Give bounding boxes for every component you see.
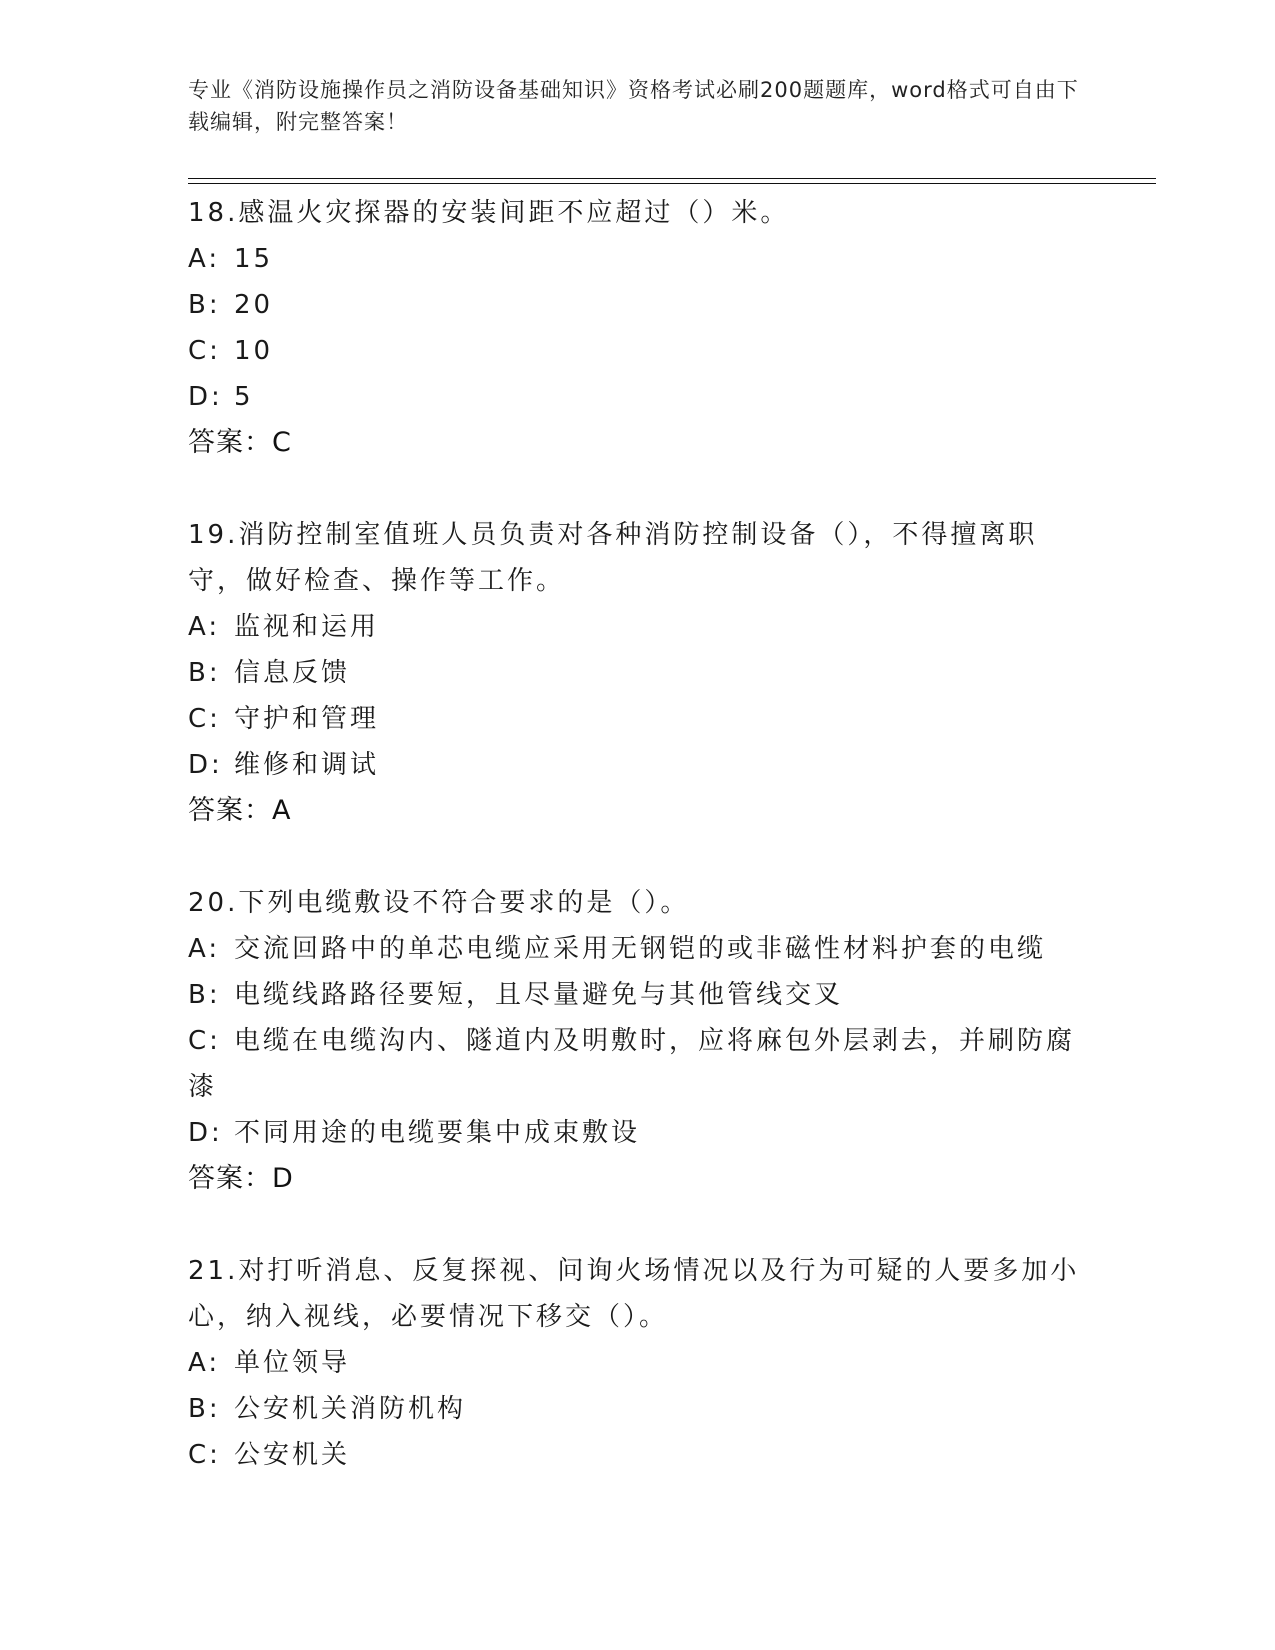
- option-text: 监视和运用: [234, 612, 380, 642]
- document-header: 专业《消防设施操作员之消防设备基础知识》资格考试必刷200题题库，word格式可自由下载编辑，附完整答案！: [188, 78, 1079, 134]
- answer-line: 答案：A: [188, 795, 292, 826]
- option-c: [188, 1018, 1088, 1110]
- option-a: [188, 604, 1088, 650]
- option-label: D:: [188, 750, 223, 780]
- option-text: 维修和调试: [234, 750, 380, 780]
- option-a: [188, 926, 1088, 972]
- option-d: [188, 742, 1088, 788]
- option-label: C:: [188, 1440, 221, 1470]
- option-label: A:: [188, 934, 221, 964]
- option-label: A:: [188, 1348, 221, 1378]
- option-text: 公安机关: [234, 1440, 351, 1470]
- question-20: [188, 880, 1088, 1202]
- question-19: [188, 512, 1088, 834]
- option-b: [188, 282, 1088, 328]
- option-text: 10: [234, 336, 274, 366]
- question-stem: 20.下列电缆敷设不符合要求的是（）。: [188, 888, 690, 918]
- option-label: A:: [188, 244, 221, 274]
- option-d: [188, 1110, 1088, 1156]
- option-text: 20: [234, 290, 274, 320]
- option-text: 信息反馈: [234, 658, 351, 688]
- option-b: [188, 650, 1088, 696]
- question-stem: 18.感温火灾探器的安装间距不应超过（）米。: [188, 198, 790, 228]
- option-text: 电缆在电缆沟内、隧道内及明敷时，应将麻包外层剥去，并刷防腐漆: [188, 1026, 1076, 1102]
- option-a: [188, 236, 1088, 282]
- answer-line: 答案：C: [188, 427, 292, 458]
- option-label: C:: [188, 336, 221, 366]
- option-text: 单位领导: [234, 1348, 351, 1378]
- option-c: [188, 1432, 1088, 1478]
- option-text: 交流回路中的单芯电缆应采用无钢铠的或非磁性材料护套的电缆: [234, 934, 1047, 964]
- question-21: [188, 1248, 1088, 1478]
- option-text: 15: [234, 244, 274, 274]
- header-divider-bottom: [188, 183, 1156, 184]
- option-a: [188, 1340, 1088, 1386]
- option-label: A:: [188, 612, 221, 642]
- question-stem: 19.消防控制室值班人员负责对各种消防控制设备（），不得擅离职守，做好检查、操作等工作。: [188, 520, 1038, 596]
- option-label: B:: [188, 1394, 221, 1424]
- option-text: 守护和管理: [234, 704, 380, 734]
- question-18: [188, 190, 1088, 466]
- option-label: B:: [188, 290, 221, 320]
- option-label: D:: [188, 1118, 223, 1148]
- option-label: C:: [188, 704, 221, 734]
- option-label: D:: [188, 382, 223, 412]
- option-text: 电缆线路路径要短，且尽量避免与其他管线交叉: [234, 980, 844, 1010]
- question-stem: 21.对打听消息、反复探视、问询火场情况以及行为可疑的人要多加小心，纳入视线，必要情况下移交（）。: [188, 1256, 1080, 1332]
- question-list: [188, 190, 1088, 1524]
- option-d: [188, 374, 1088, 420]
- option-c: [188, 328, 1088, 374]
- answer-line: 答案：D: [188, 1163, 294, 1194]
- option-text: 不同用途的电缆要集中成束敷设: [234, 1118, 641, 1148]
- header-divider-top: [188, 178, 1156, 179]
- option-text: 5: [234, 382, 254, 412]
- option-c: [188, 696, 1088, 742]
- option-b: [188, 1386, 1088, 1432]
- option-label: B:: [188, 658, 221, 688]
- option-text: 公安机关消防机构: [234, 1394, 467, 1424]
- option-label: C:: [188, 1026, 221, 1056]
- option-label: B:: [188, 980, 221, 1010]
- option-b: [188, 972, 1088, 1018]
